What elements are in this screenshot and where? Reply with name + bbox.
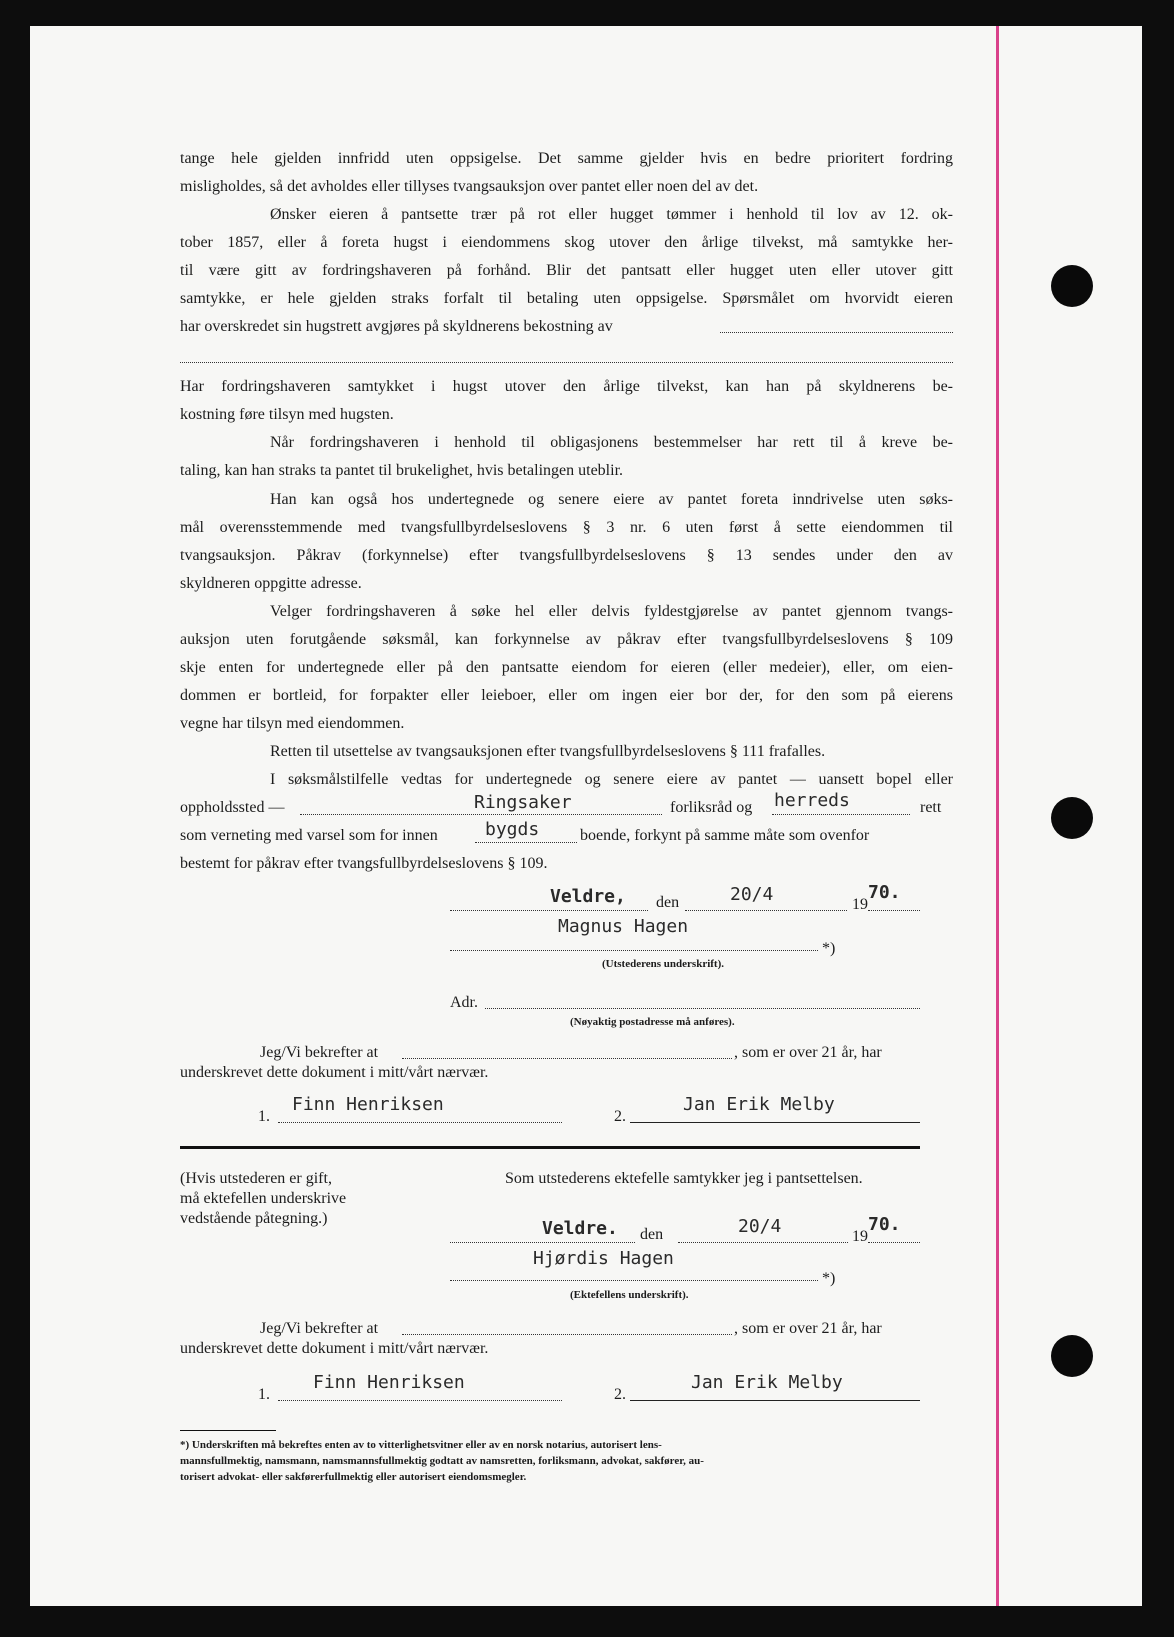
blank-field-line[interactable] — [180, 362, 953, 363]
place-field[interactable] — [450, 910, 648, 911]
body-line: Retten til utsettelse av tvangsauksjonen efter tvangsfullbyrdelseslovens § 111 frafalles. — [270, 743, 826, 760]
handwritten-date: 20/4 — [738, 1216, 782, 1237]
body-line: har overskredet sin hugstrett avgjøres på skyldnerens bekostning av — [180, 318, 613, 335]
place-field[interactable] — [450, 1242, 635, 1243]
address-field[interactable] — [485, 1008, 920, 1009]
body-line: mål overensstemmende med tvangsfullbyrdelseslovens § 3 nr. 6 uten først å sette eiendommen til — [180, 519, 953, 536]
witness-number-2: 2. — [614, 1386, 626, 1403]
label-den: den — [640, 1226, 664, 1243]
asterisk-ref: *) — [822, 940, 836, 957]
body-line: taling, kan han straks ta pantet til brukelighet, hvis betalingen uteblir. — [180, 462, 624, 479]
handwritten-court: herreds — [774, 790, 850, 811]
label-den: den — [656, 894, 680, 911]
handwritten-year: 70. — [868, 882, 901, 903]
body-line: I søksmålstilfelle vedtas for undertegnede og senere eiere av pantet — uansett bopel eller — [270, 771, 953, 788]
body-line: Når fordringshaveren i henhold til obligasjonens bestemmelser har rett til å kreve be- — [270, 434, 953, 451]
municipality-field[interactable] — [300, 814, 662, 815]
handwritten-witness-1: Finn Henriksen — [313, 1372, 465, 1393]
red-margin-line — [996, 26, 999, 1606]
spouse-note-line: vedstående påtegning.) — [180, 1210, 328, 1227]
witness-text: underskrevet dette dokument i mitt/vårt nærvær. — [180, 1064, 489, 1081]
year-prefix: 19 — [852, 896, 868, 913]
local-field[interactable] — [475, 842, 577, 843]
body-line: skje enten for undertegnede eller på den pantsatte eiendom for eieren (eller medeier), eller, om eien- — [180, 659, 953, 676]
body-line: auksjon uten forutgående søksmål, kan forkynnelse av påkrav efter tvangsfullbyrdelseslovens § 109 — [180, 631, 953, 648]
witness-text: Jeg/Vi bekrefter at — [260, 1044, 379, 1061]
body-line: bestemt for påkrav efter tvangsfullbyrdelseslovens § 109. — [180, 855, 548, 872]
body-text: forliksråd og — [670, 799, 753, 816]
blank-field-line[interactable] — [720, 332, 953, 333]
handwritten-local: bygds — [485, 819, 540, 840]
issuer-signature-line[interactable] — [450, 950, 818, 951]
handwritten-witness-2: Jan Erik Melby — [691, 1372, 843, 1393]
spouse-note-line: må ektefellen underskrive — [180, 1190, 347, 1207]
address-caption: (Nøyaktig postadresse må anføres). — [570, 1016, 735, 1028]
footnote-line: torisert advokat- eller sakførerfullmektig eller autorisert eiendomsmegler. — [180, 1471, 527, 1483]
body-text: rett — [920, 799, 942, 816]
footnote-line: mannsfullmektig, namsmann, namsmannsfullmektig godtatt av namsretten, forliksmann, advokat, sakfører, au- — [180, 1455, 704, 1467]
body-line: misligholdes, så det avholdes eller tillyses tvangsauksjon over pantet eller noen del av det. — [180, 178, 759, 195]
body-line: Har fordringshaveren samtykket i hugst utover den årlige tilvekst, kan han på skyldnerens be- — [180, 378, 953, 395]
issuer-signature-caption: (Utstederens underskrift). — [602, 958, 725, 970]
body-line: samtykke, er hele gjelden straks forfalt til betaling uten oppsigelse. Spørsmålet om hvorvidt eieren — [180, 290, 953, 307]
handwritten-place: Veldre. — [542, 1218, 618, 1239]
body-line: tober 1857, eller å foreta hugst i eiendommens skog utover den årlige tilvekst, må samtykke her- — [180, 234, 953, 251]
spouse-signature-line[interactable] — [450, 1280, 818, 1281]
year-field[interactable] — [868, 910, 920, 911]
handwritten-year: 70. — [868, 1214, 901, 1235]
handwritten-witness-1: Finn Henriksen — [292, 1094, 444, 1115]
document-page — [30, 26, 1142, 1606]
witness-number-1: 1. — [258, 1386, 270, 1403]
witness-number-2: 2. — [614, 1108, 626, 1125]
witness-number-1: 1. — [258, 1108, 270, 1125]
handwritten-spouse-name: Hjørdis Hagen — [533, 1248, 674, 1269]
witness-2-line[interactable] — [630, 1400, 920, 1401]
body-line: tange hele gjelden innfridd uten oppsigelse. Det samme gjelder hvis en bedre prioritert fordring — [180, 150, 953, 167]
witness-1-line[interactable] — [278, 1122, 562, 1123]
binder-hole — [1051, 265, 1093, 307]
body-line: til være gitt av fordringshaveren på forhånd. Blir det pantsatt eller hugget uten eller utover gitt — [180, 262, 953, 279]
body-line: kostning føre tilsyn med hugsten. — [180, 406, 394, 423]
date-field[interactable] — [685, 910, 847, 911]
handwritten-issuer-name: Magnus Hagen — [558, 916, 689, 937]
footnote-line: *) Underskriften må bekreftes enten av to vitterlighetsvitner eller av en norsk notarius, autorisert lens- — [180, 1439, 662, 1451]
body-text: som verneting med varsel som for innen — [180, 827, 438, 844]
body-text: oppholdssted — — [180, 799, 285, 816]
body-line: Ønsker eieren å pantsette trær på rot eller hugget tømmer i henhold til lov av 12. ok- — [270, 206, 953, 223]
spouse-note-line: (Hvis utstederen er gift, — [180, 1170, 332, 1187]
body-line: vegne har tilsyn med eiendommen. — [180, 715, 405, 732]
footnote-rule — [180, 1430, 276, 1431]
binder-hole — [1051, 797, 1093, 839]
body-line: Velger fordringshaveren å søke hel eller delvis fyldestgjørelse av pantet gjennom tvangs- — [270, 603, 953, 620]
witness-text: underskrevet dette dokument i mitt/vårt nærvær. — [180, 1340, 489, 1357]
witness-2-line[interactable] — [630, 1122, 920, 1123]
handwritten-witness-2: Jan Erik Melby — [683, 1094, 835, 1115]
handwritten-date: 20/4 — [730, 884, 774, 905]
spouse-consent-text: Som utstederens ektefelle samtykker jeg i pantsettelsen. — [505, 1170, 863, 1187]
year-field[interactable] — [868, 1242, 920, 1243]
body-line: Han kan også hos undertegnede og senere eiere av pantet foreta inndrivelse uten søks- — [270, 491, 953, 508]
witness-name-field[interactable] — [402, 1058, 732, 1059]
body-line: dommen er bortleid, for forpakter eller leieboer, eller om ingen eier bor der, for den som på eierens — [180, 687, 953, 704]
body-line: skyldneren oppgitte adresse. — [180, 575, 362, 592]
body-text: boende, forkynt på samme måte som ovenfor — [580, 827, 870, 844]
court-field[interactable] — [772, 814, 910, 815]
year-prefix: 19 — [852, 1228, 868, 1245]
date-field[interactable] — [678, 1242, 848, 1243]
handwritten-municipality: Ringsaker — [474, 792, 572, 813]
spouse-signature-caption: (Ektefellens underskrift). — [570, 1289, 689, 1301]
body-line: tvangsauksjon. Påkrav (forkynnelse) efter tvangsfullbyrdelseslovens § 13 sendes under den av — [180, 547, 953, 564]
handwritten-place: Veldre, — [550, 886, 626, 907]
witness-text: , som er over 21 år, har — [734, 1044, 882, 1061]
witness-name-field[interactable] — [402, 1334, 732, 1335]
section-divider — [180, 1146, 920, 1149]
binder-hole — [1051, 1335, 1093, 1377]
witness-1-line[interactable] — [278, 1400, 562, 1401]
label-adr: Adr. — [450, 994, 478, 1011]
witness-text: , som er over 21 år, har — [734, 1320, 882, 1337]
asterisk-ref: *) — [822, 1270, 836, 1287]
witness-text: Jeg/Vi bekrefter at — [260, 1320, 379, 1337]
